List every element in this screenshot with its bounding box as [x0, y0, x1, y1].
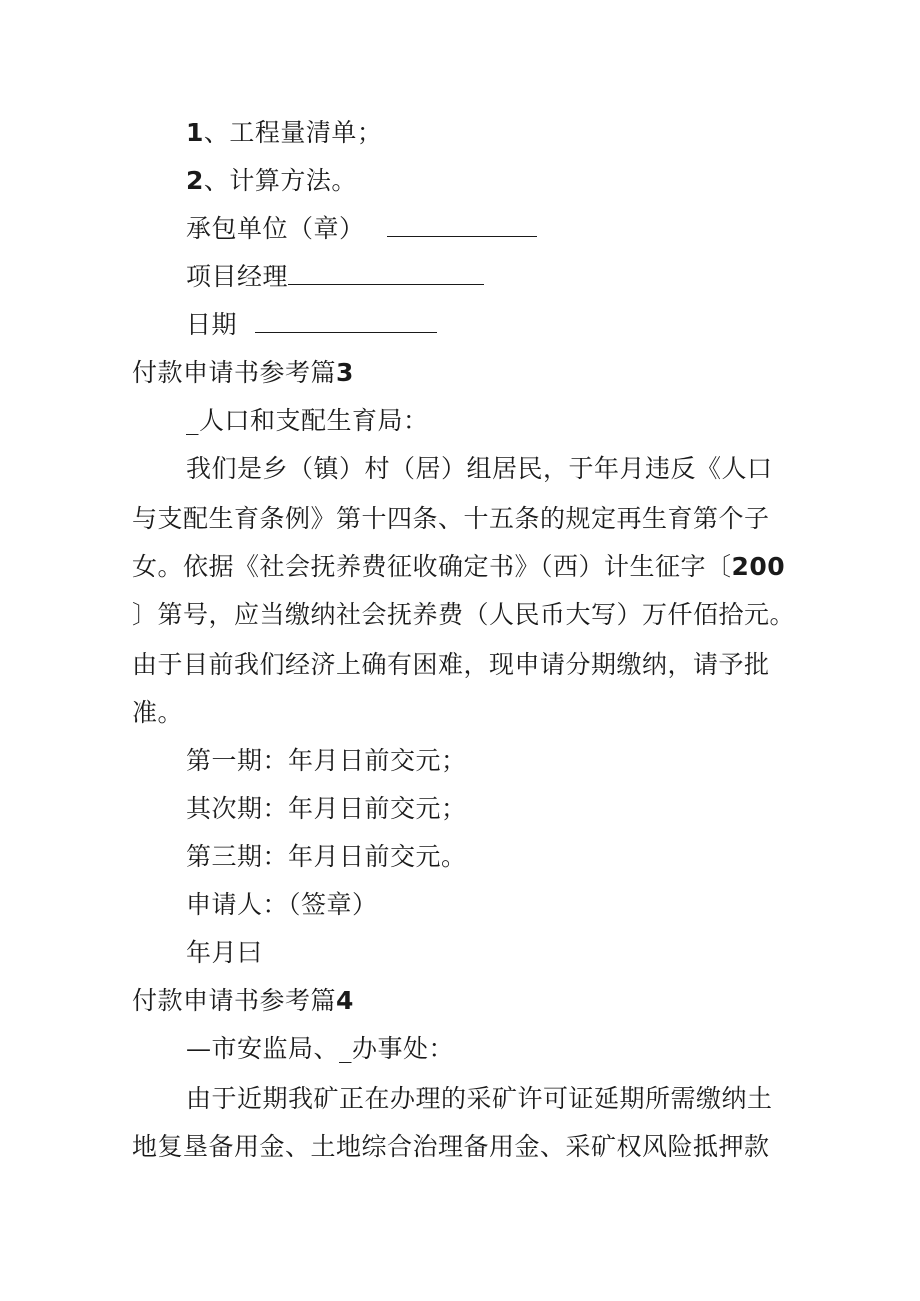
section-3-heading	[132, 358, 354, 388]
list-item-number: 1	[186, 118, 204, 147]
list-item-text: 、计算方法。	[203, 166, 357, 195]
list-item-2	[186, 166, 357, 196]
heading-text: 付款申请书参考篇	[132, 358, 337, 387]
heading-number: 3	[336, 358, 354, 387]
contractor-blank	[387, 214, 537, 237]
list-item-text: 、工程量清单；	[203, 118, 383, 147]
section-4-body-line-2: 地复垦备用金、土地综合治理备用金、采矿权风险抵押款	[132, 1132, 770, 1161]
section-4-heading	[132, 986, 354, 1016]
heading-text: 付款申请书参考篇	[132, 986, 337, 1015]
installment-2: 其次期：年月日前交元；	[186, 794, 467, 823]
applicant-line: 申请人：（签章）	[186, 890, 378, 919]
date-blank	[255, 310, 437, 333]
installment-3: 第三期：年月日前交元。	[186, 842, 467, 871]
section-3-body-line-1: 我们是乡（镇）村（居）组居民，于年月违反《人口	[186, 454, 773, 483]
list-item-1	[186, 118, 382, 148]
section-4-addressee: —市安监局、_办事处：	[186, 1034, 455, 1063]
section-3-body-line-3	[132, 552, 785, 582]
contractor-label: 承包单位（章）	[186, 214, 365, 243]
section-3-body-line-4: 〕第号，应当缴纳社会抚养费（人民币大写）万仟佰拾元。	[132, 600, 796, 629]
installment-1: 第一期：年月日前交元；	[186, 746, 467, 775]
date-signature-line	[186, 310, 437, 340]
section-3-addressee: _人口和支配生育局：	[186, 406, 429, 435]
heading-number: 4	[336, 986, 354, 1015]
body-number: 200	[731, 552, 786, 581]
applicant-date: 年月曰	[186, 938, 263, 967]
section-3-body-line-6: 准。	[132, 698, 184, 727]
section-3-body-line-2: 与支配生育条例》第十四条、十五条的规定再生育第个子	[132, 504, 770, 533]
contractor-signature-line	[186, 214, 537, 244]
manager-signature-line	[186, 262, 484, 292]
section-4-body-line-1: 由于近期我矿正在办理的采矿许可证延期所需缴纳土	[186, 1084, 773, 1113]
manager-blank	[288, 262, 484, 285]
manager-label: 项目经理	[186, 262, 289, 291]
section-3-body-line-5: 由于目前我们经济上确有困难，现申请分期缴纳，请予批	[132, 650, 770, 679]
list-item-number: 2	[186, 166, 204, 195]
date-label: 日期	[186, 310, 238, 339]
body-text: 女。依据《社会抚养费征收确定书》（西）计生征字〔	[132, 552, 732, 581]
